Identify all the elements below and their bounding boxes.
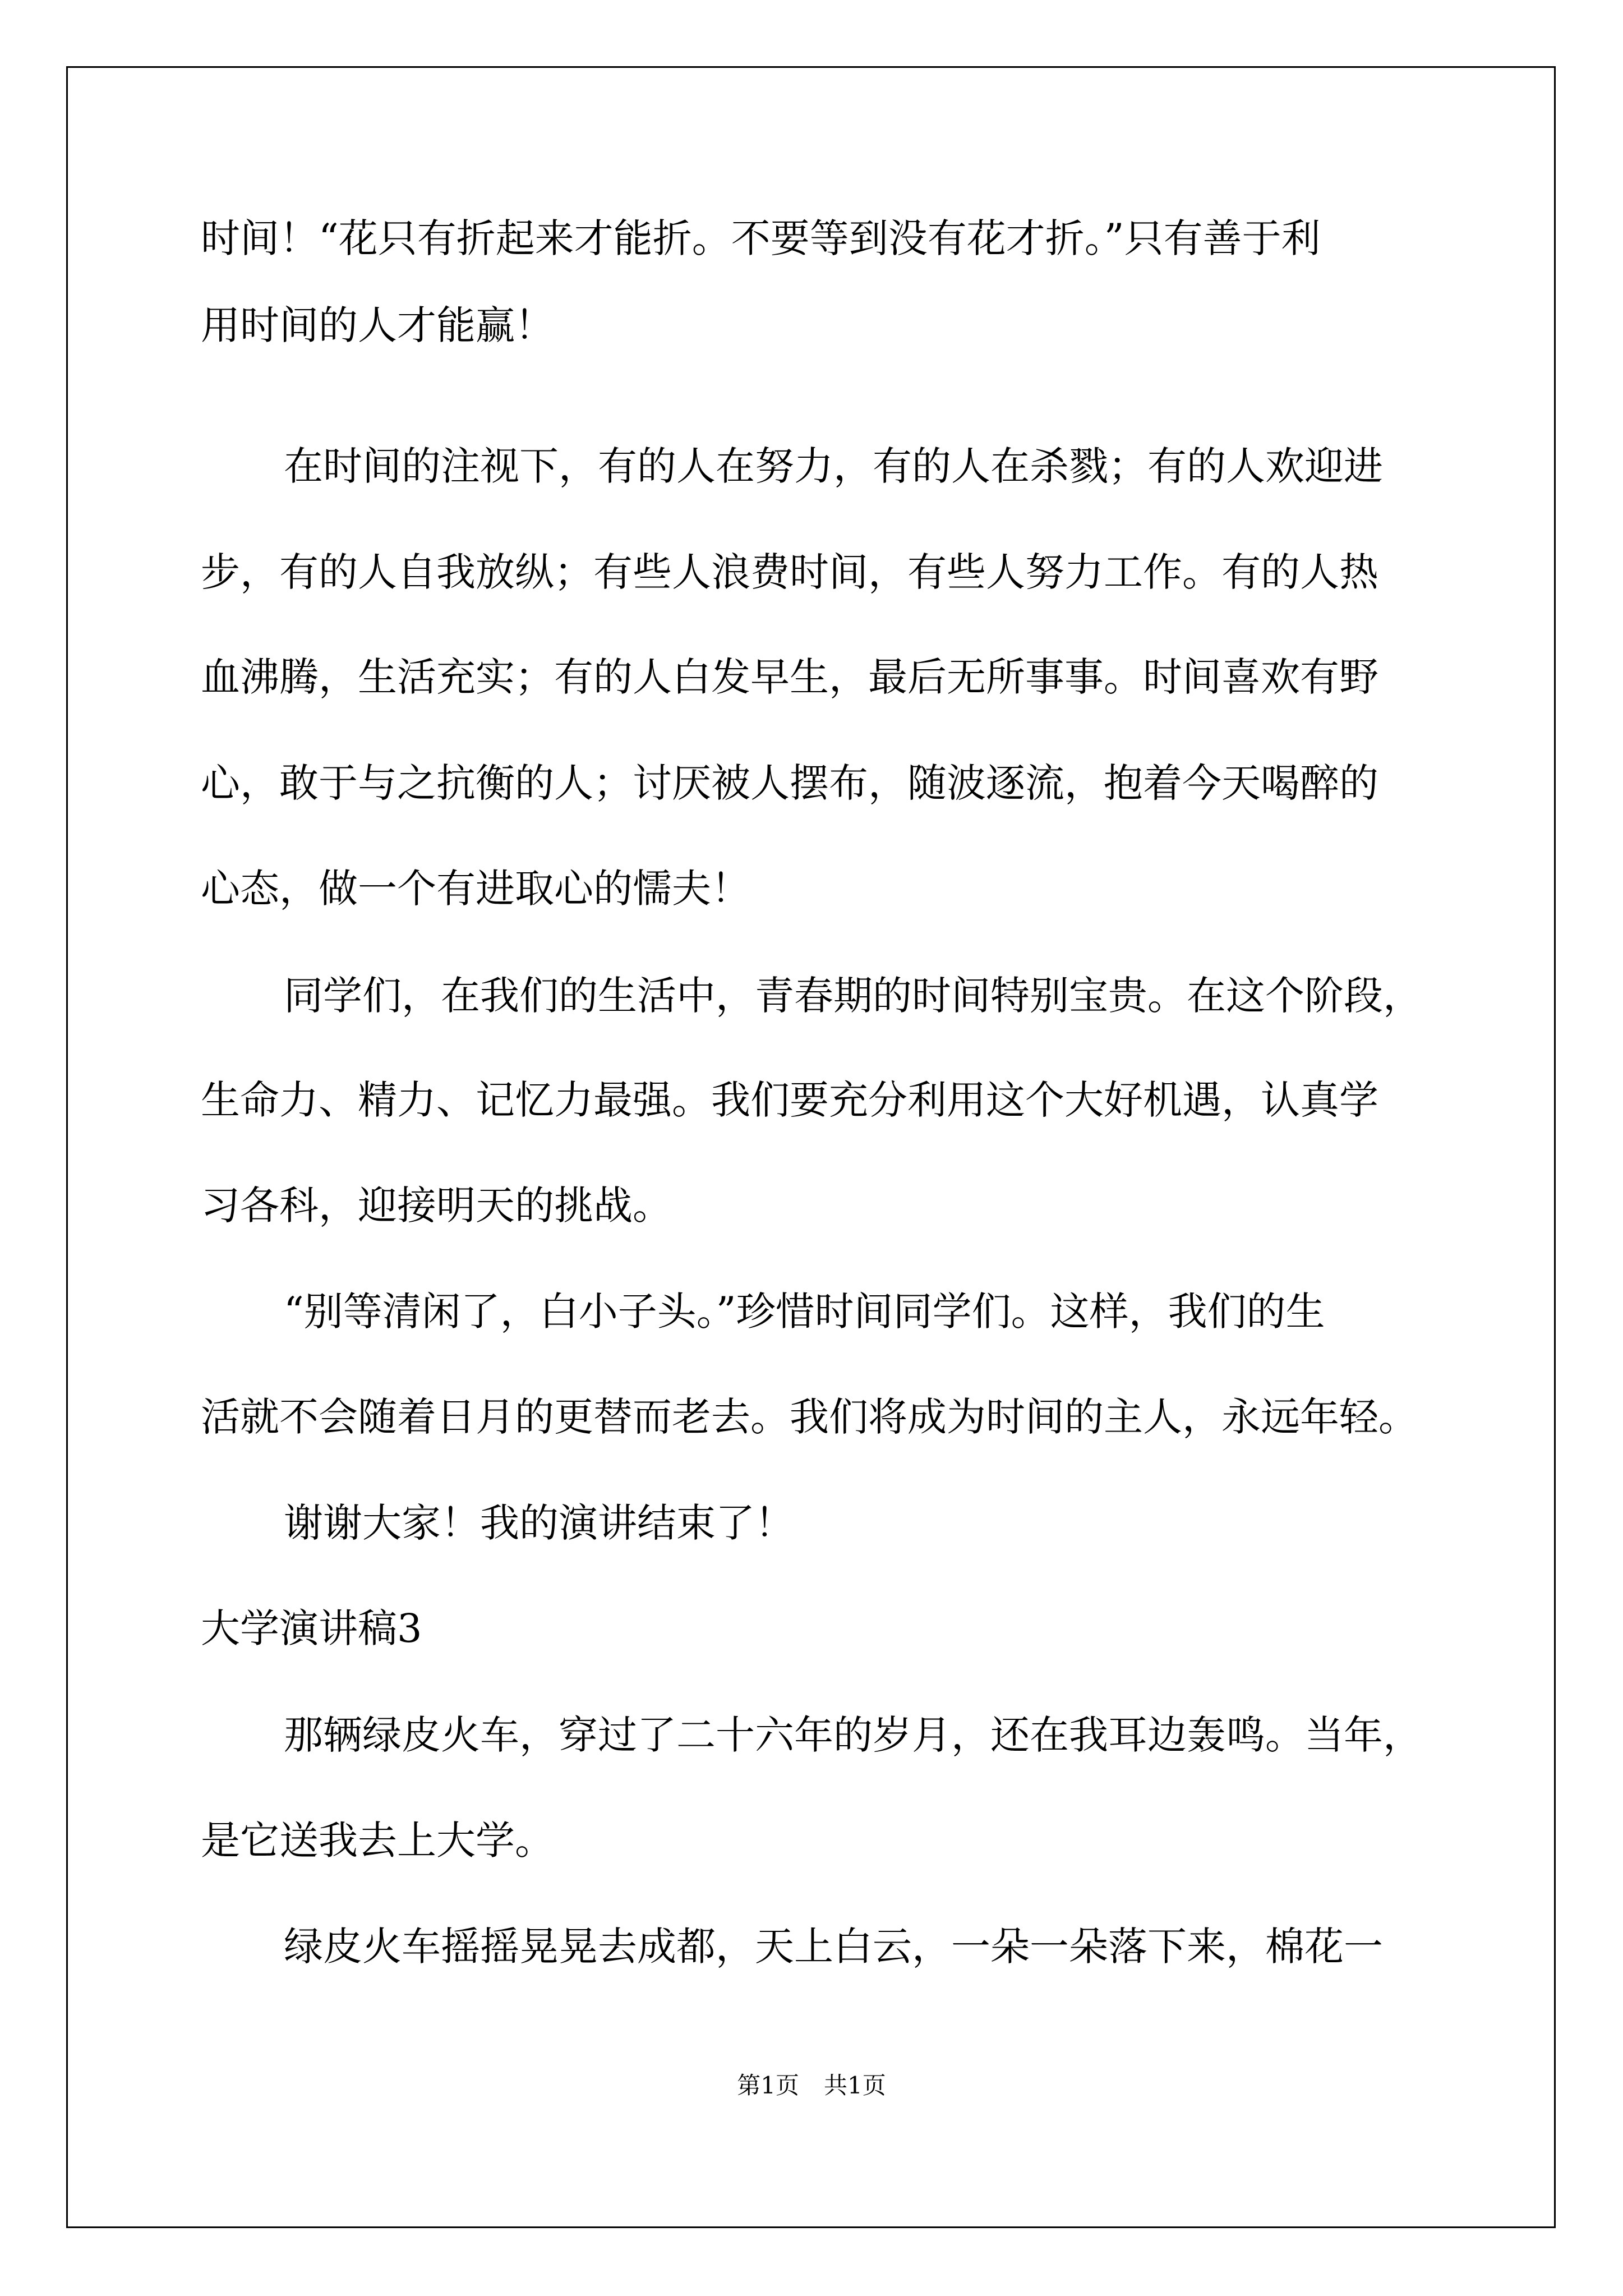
text-line: 血沸腾，生活充实；有的人白发早生，最后无所事事。时间喜欢有野	[201, 654, 1378, 700]
text-line: 时间！“花只有折起来才能折。不要等到没有花才折。”只有善于利	[201, 215, 1321, 261]
text-line: 步，有的人自我放纵；有些人浪费时间，有些人努力工作。有的人热	[201, 549, 1378, 595]
section-heading: 大学演讲稿3	[201, 1605, 422, 1651]
text-line: 活就不会随着日月的更替而老去。我们将成为时间的主人，永远年轻。	[201, 1394, 1418, 1440]
text-line: 同学们，在我们的生活中，青春期的时间特别宝贵。在这个阶段，	[284, 973, 1422, 1019]
text-line: 谢谢大家！我的演讲结束了！	[284, 1500, 794, 1546]
text-line: 绿皮火车摇摇晃晃去成都，天上白云，一朵一朵落下来，棉花一	[284, 1924, 1383, 1970]
text-line: 心态，做一个有进取心的懦夫！	[201, 866, 750, 912]
text-line: 生命力、精力、记忆力最强。我们要充分利用这个大好机遇，认真学	[201, 1077, 1378, 1123]
page-number: 第1页	[737, 2072, 799, 2099]
text-line: “别等清闲了，白小子头。”珍惜时间同学们。这样，我们的生	[284, 1289, 1325, 1335]
text-line: 那辆绿皮火车，穿过了二十六年的岁月，还在我耳边轰鸣。当年，	[284, 1712, 1422, 1758]
page-border	[66, 66, 1556, 2228]
text-line: 用时间的人才能赢！	[201, 302, 554, 348]
text-line: 是它送我去上大学。	[201, 1818, 554, 1864]
text-line: 习各科，迎接明天的挑战。	[201, 1182, 672, 1228]
text-line: 心，敢于与之抗衡的人；讨厌被人摆布，随波逐流，抱着今天喝醉的	[201, 760, 1378, 806]
page-total: 共1页	[824, 2072, 886, 2099]
text-line: 在时间的注视下，有的人在努力，有的人在杀戮；有的人欢迎进	[284, 443, 1383, 489]
page-footer	[0, 2074, 1623, 2097]
